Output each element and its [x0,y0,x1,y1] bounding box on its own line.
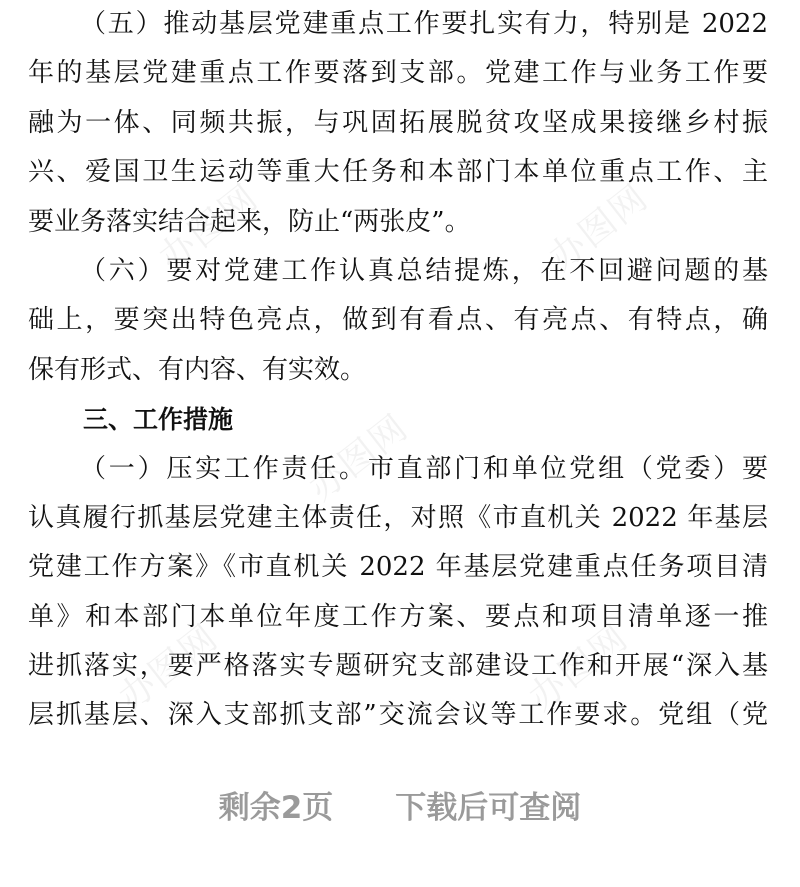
document-body [28,0,768,741]
paragraph-line: 认真履行抓基层党建主体责任，对照《市直机关 2022 年基层 [28,502,768,533]
section-heading: 三、工作措施 [83,405,234,435]
remaining-pages-label: 剩余2页 [218,790,334,826]
paragraph-line: 年的基层党建重点工作要落到支部。党建工作与业务工作要 [28,58,768,89]
paragraph-line: 保有形式、有内容、有实效。 [28,354,367,385]
paragraph-line: 兴、爱国卫生运动等重大任务和本部门本单位重点工作、主 [28,157,768,188]
paragraph-line: 党建工作方案》《市直机关 2022 年基层党建重点任务项目清 [28,552,768,583]
paragraph-line: 要业务落实结合起来，防止“两张皮”。 [28,206,471,237]
paragraph-line: 融为一体、同频共振，与巩固拓展脱贫攻坚成果接继乡村振 [28,107,768,138]
paragraph-line: （五）推动基层党建重点工作要扎实有力，特别是 2022 [80,9,768,39]
download-prompt[interactable] [0,782,800,827]
paragraph-line: （一）压实工作责任。市直部门和单位党组（党委）要 [80,453,768,484]
paragraph-line: 础上，要突出特色亮点，做到有看点、有亮点、有特点，确 [28,305,768,336]
watermark-logo: 办图网 [541,176,657,280]
paragraph-line: 单》和本部门本单位年度工作方案、要点和项目清单逐一推 [28,601,768,632]
watermark-logo: 办图网 [301,406,417,510]
watermark-logo: 办图网 [111,616,227,720]
download-to-view-label: 下载后可查阅 [395,790,582,826]
paragraph-line: 层抓基层、深入支部抓支部”交流会议等工作要求。党组（党 [28,700,768,731]
paragraph-line: （六）要对党建工作认真总结提炼，在不回避问题的基 [80,255,768,286]
watermark-logo: 办图网 [151,176,267,280]
paragraph-line: 进抓落实，要严格落实专题研究支部建设工作和开展“深入基 [28,651,768,682]
watermark-logo: 办图网 [521,616,637,720]
